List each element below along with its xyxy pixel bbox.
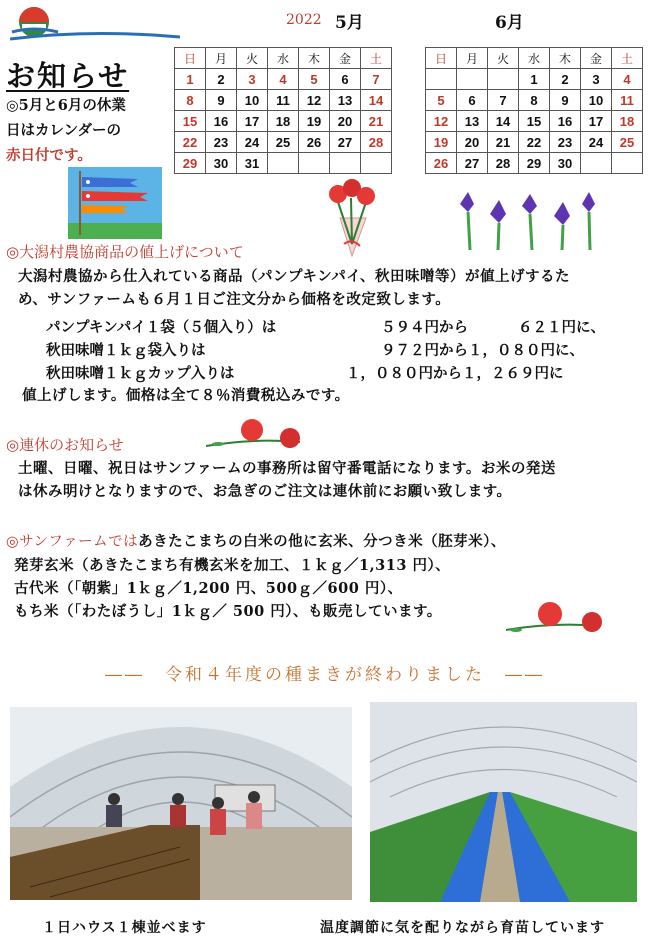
price-item-name: パンプキンパイ１袋（５個入り）は <box>46 319 277 336</box>
carnation-bouquet-illustration <box>322 178 380 258</box>
calendar-day: 7 <box>361 69 392 90</box>
calendar-day: 29 <box>175 153 206 174</box>
calendar-day: 24 <box>581 132 612 153</box>
iris-flowers-illustration <box>450 184 600 250</box>
calendar-day <box>361 153 392 174</box>
calendar-day: 1 <box>519 69 550 90</box>
sowing-banner: ―― 令和４年度の種まきが終わりました ―― <box>105 665 545 685</box>
calendar-day: 24 <box>237 132 268 153</box>
note-line: 日はカレンダーの <box>6 122 122 139</box>
calendar-day: 30 <box>206 153 237 174</box>
calendar-day: 14 <box>361 90 392 111</box>
calendar-day: 13 <box>330 90 361 111</box>
weekday-header: 木 <box>550 48 581 69</box>
price-item-name: 秋田味噌１ｋｇ袋入りは <box>46 342 206 359</box>
price-intro <box>18 265 648 311</box>
products-heading: ◎サンファームでは <box>6 534 139 550</box>
holiday-heading-text: ◎連休のお知らせ <box>6 436 124 454</box>
june-label: 6月 <box>495 13 524 33</box>
calendar-day <box>612 153 643 174</box>
calendar-day: 16 <box>550 111 581 132</box>
calendar-day: 19 <box>299 111 330 132</box>
calendar-day <box>299 153 330 174</box>
weekday-header: 日 <box>175 48 206 69</box>
holiday-line: は休み明けとなりますので、お急ぎのご注文は連休前にお願い致します。 <box>18 483 512 500</box>
price-intro-line: め、サンファームも６月１日ご注文分から価格を改定致します。 <box>18 291 451 308</box>
price-item-name: 秋田味噌１ｋｇカップ入りは <box>46 365 235 382</box>
holiday-section-heading <box>6 434 124 455</box>
calendar-day <box>488 69 519 90</box>
calendar-day: 6 <box>457 90 488 111</box>
calendar-day: 27 <box>330 132 361 153</box>
calendar-day: 23 <box>550 132 581 153</box>
left-photo-caption: １日ハウス１棟並べます <box>42 920 207 936</box>
weekday-header: 日 <box>426 48 457 69</box>
price-item-from: ５９４円から <box>381 319 468 336</box>
weekday-header: 金 <box>330 48 361 69</box>
header-swoosh <box>10 26 180 36</box>
calendar-day: 2 <box>550 69 581 90</box>
calendar-day: 5 <box>426 90 457 111</box>
calendar-day: 15 <box>519 111 550 132</box>
calendar-day: 5 <box>299 69 330 90</box>
right-photo-caption: 温度調節に気を配りながら育苗しています <box>320 920 605 936</box>
koinobori-illustration <box>68 167 162 239</box>
calendar-day: 28 <box>361 132 392 153</box>
page-title: お知らせ <box>6 59 130 93</box>
calendar-day: 17 <box>581 111 612 132</box>
calendar-day: 8 <box>519 90 550 111</box>
weekday-header: 金 <box>581 48 612 69</box>
calendar-day: 13 <box>457 111 488 132</box>
calendar-day: 30 <box>550 153 581 174</box>
products-line: 古代米（「朝紫」1ｋｇ／1,200 円、500ｇ／600 円）、 <box>14 580 403 597</box>
note-line: 赤日付です。 <box>6 147 92 164</box>
products-line1: あきたこまちの白米の他に玄米、分つき米（胚芽米）、 <box>138 533 506 550</box>
calendar-day: 26 <box>426 153 457 174</box>
calendar-day: 12 <box>426 111 457 132</box>
weekday-header: 月 <box>206 48 237 69</box>
price-item-to: ６２１円に、 <box>518 319 605 336</box>
calendar-day: 23 <box>206 132 237 153</box>
calendar-year: 2022 <box>286 12 322 28</box>
products-line: もち米（「わたぼうし」1ｋｇ／ 500 円）、も販売しています。 <box>14 603 442 620</box>
calendar-day: 16 <box>206 111 237 132</box>
weekday-header: 木 <box>299 48 330 69</box>
calendar-day: 10 <box>581 90 612 111</box>
calendar-day: 3 <box>581 69 612 90</box>
greenhouse-workers-photo <box>10 707 352 900</box>
calendar-day: 22 <box>175 132 206 153</box>
calendar-day <box>268 153 299 174</box>
calendar-day: 9 <box>206 90 237 111</box>
products-line <box>6 530 646 554</box>
weekday-header: 土 <box>612 48 643 69</box>
calendar-day: 9 <box>550 90 581 111</box>
calendar-day: 29 <box>519 153 550 174</box>
holiday-note <box>6 93 160 168</box>
calendar-day: 11 <box>612 90 643 111</box>
weekday-header: 火 <box>237 48 268 69</box>
calendar-day <box>330 153 361 174</box>
seedling-greenhouse-photo <box>370 702 637 902</box>
price-closing: 値上げします。価格は全て８％消費税込みです。 <box>22 387 350 404</box>
calendar-day: 3 <box>237 69 268 90</box>
holiday-body <box>18 457 648 503</box>
note-line: ◎5月と6月の休業 <box>6 97 126 114</box>
calendar-day <box>457 69 488 90</box>
price-item-from: １，０８０円から１，２６９円に <box>346 365 564 382</box>
calendar-day: 20 <box>457 132 488 153</box>
price-heading-text: ◎大潟村農協商品の値上げについて <box>6 243 244 261</box>
calendar-day: 6 <box>330 69 361 90</box>
weekday-header: 土 <box>361 48 392 69</box>
calendar-day: 12 <box>299 90 330 111</box>
calendar-day: 18 <box>268 111 299 132</box>
may-label: 5月 <box>335 13 364 33</box>
calendar-day: 18 <box>612 111 643 132</box>
calendar-day: 17 <box>237 111 268 132</box>
calendar-day: 20 <box>330 111 361 132</box>
calendar-day: 25 <box>268 132 299 153</box>
calendar-day: 14 <box>488 111 519 132</box>
calendar-day: 2 <box>206 69 237 90</box>
price-intro-line: 大潟村農協から仕入れている商品（パンプキンパイ、秋田味噌等）が値上げするた <box>18 268 570 285</box>
price-section-heading <box>6 241 244 262</box>
calendar-day: 4 <box>268 69 299 90</box>
weekday-header: 水 <box>519 48 550 69</box>
weekday-header: 水 <box>268 48 299 69</box>
calendar-day: 1 <box>175 69 206 90</box>
calendar-day: 22 <box>519 132 550 153</box>
calendar-day: 15 <box>175 111 206 132</box>
calendar-day: 25 <box>612 132 643 153</box>
calendar-day: 19 <box>426 132 457 153</box>
june-calendar <box>425 47 643 174</box>
carnation-branch-icon <box>504 600 604 640</box>
calendar-day: 8 <box>175 90 206 111</box>
price-item-from: ９７２円から１，０８０円に、 <box>381 342 584 359</box>
weekday-header: 月 <box>457 48 488 69</box>
weekday-header: 火 <box>488 48 519 69</box>
calendar-day: 21 <box>488 132 519 153</box>
may-calendar <box>174 47 392 174</box>
calendar-day: 10 <box>237 90 268 111</box>
calendar-day <box>426 69 457 90</box>
calendar-day: 11 <box>268 90 299 111</box>
calendar-day: 28 <box>488 153 519 174</box>
calendar-day: 21 <box>361 111 392 132</box>
holiday-line: 土曜、日曜、祝日はサンファームの事務所は留守番電話になります。お米の発送 <box>18 460 556 477</box>
calendar-day: 7 <box>488 90 519 111</box>
calendar-day: 27 <box>457 153 488 174</box>
calendar-day: 31 <box>237 153 268 174</box>
calendar-day: 26 <box>299 132 330 153</box>
calendar-day <box>581 153 612 174</box>
carnation-branch-icon <box>204 418 304 454</box>
calendar-day: 4 <box>612 69 643 90</box>
products-line: 発芽玄米（あきたこまち有機玄米を加工、１ｋｇ／1,313 円）、 <box>14 557 451 574</box>
